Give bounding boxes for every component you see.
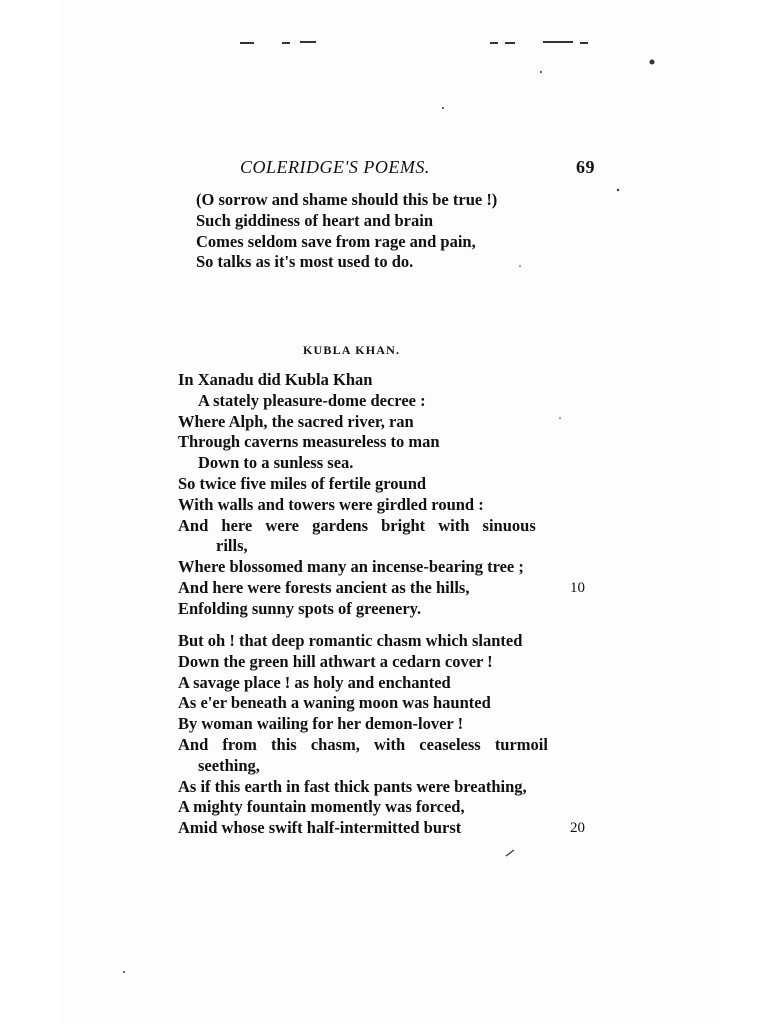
running-header [240, 157, 595, 178]
verse-line: So talks as it's most used to do. [196, 252, 414, 272]
line-number: 10 [570, 579, 585, 596]
stanza-1 [178, 370, 585, 620]
poem-title: KUBLA KHAN. [303, 343, 401, 357]
verse-line: So twice five miles of fertile ground [178, 473, 427, 493]
verse-line: A stately pleasure-dome decree : [198, 390, 426, 410]
verse-line: As if this earth in fast thick pants were breathing, [178, 776, 527, 796]
verse-line [178, 735, 548, 756]
verse-line: As e'er beneath a waning moon was haunted [178, 693, 491, 713]
verse-line: But oh ! that deep romantic chasm which slanted [178, 631, 523, 650]
verse-line: Through caverns measureless to man [178, 432, 440, 452]
verse-line: In Xanadu did Kubla Khan [178, 370, 373, 389]
verse-text: And here were forests ancient as the hills, [178, 577, 470, 597]
verse-line: By woman wailing for her demon-lover ! [178, 714, 464, 734]
verse-line: Enfolding sunny spots of greenery. [178, 598, 422, 618]
running-title: COLERIDGE'S POEMS. [240, 157, 430, 177]
previous-poem-ending [196, 190, 497, 273]
verse-line: Comes seldom save from rage and pain, [196, 231, 476, 251]
verse-line: rills, [216, 536, 248, 556]
verse-line: (O sorrow and shame should this be true !) [196, 190, 498, 209]
verse-text: And from this chasm, with ceaseless turmoil [178, 734, 548, 754]
verse-line: Where blossomed many an incense-bearing tree ; [178, 557, 524, 577]
stanza-2 [178, 631, 585, 839]
verse-line [178, 818, 585, 839]
verse-line: A savage place ! as holy and enchanted [178, 672, 451, 692]
verse-line [178, 577, 585, 599]
verse-text: And here were gardens bright with sinuous [178, 515, 536, 535]
verse-text: Amid whose swift half-intermitted burst [178, 818, 462, 838]
verse-line: A mighty fountain momently was forced, [178, 797, 465, 817]
verse-line [178, 516, 536, 537]
page-number: 69 [576, 157, 595, 177]
verse-line: With walls and towers were girdled round : [178, 494, 484, 514]
verse-line: Where Alph, the sacred river, ran [178, 411, 414, 431]
verse-line: Such giddiness of heart and brain [196, 210, 434, 230]
verse-line: Down to a sunless sea. [198, 453, 354, 473]
verse-line: seething, [198, 755, 260, 775]
verse-line: Down the green hill athwart a cedarn cover ! [178, 651, 493, 671]
line-number: 20 [570, 820, 585, 837]
